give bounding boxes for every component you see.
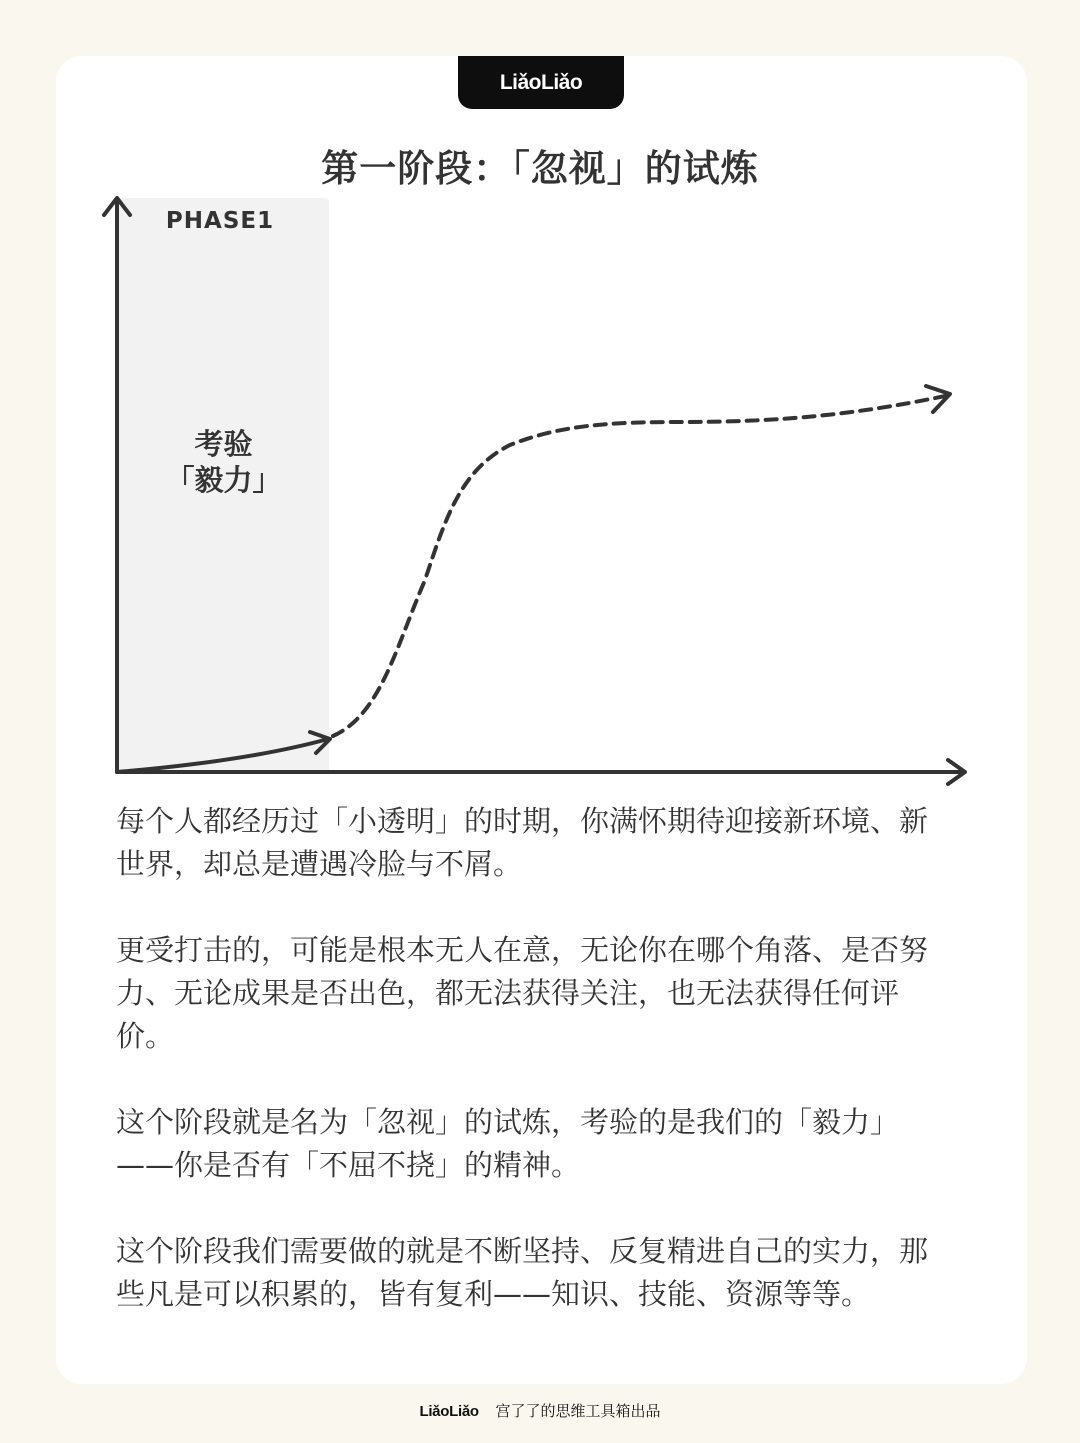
footer-logo: LiǎoLiǎo <box>419 1403 479 1420</box>
projected-growth-curve <box>333 396 945 736</box>
brand-logo-text: LiǎoLiǎo <box>499 70 583 94</box>
phase-test-line1: 考验 <box>194 427 253 461</box>
early-growth-curve <box>117 739 328 772</box>
footer-credit: 宫了了的思维工具箱出品 <box>495 1402 661 1420</box>
phase-test-line2: 「毅力」 <box>165 463 282 497</box>
paragraph-4: 这个阶段我们需要做的就是不断坚持、反复精进自己的实力，那些凡是可以积累的，皆有复利——知识、技能、资源等等。 <box>116 1234 929 1311</box>
phase-label: PHASE1 <box>165 208 275 234</box>
footer <box>0 1400 1080 1421</box>
paragraph-3: 这个阶段就是名为「忽视」的试炼，考验的是我们的「毅力」——你是否有「不屈不挠」的精神。 <box>116 1105 900 1182</box>
article-body <box>116 800 956 1359</box>
paragraph-2: 更受打击的，可能是根本无人在意，无论你在哪个角落、是否努力、无论成果是否出色，都无法获得关注，也无法获得任何评价。 <box>116 933 929 1053</box>
page-title: 第一阶段：「忽视」的试炼 <box>321 147 759 190</box>
paragraph-1: 每个人都经历过「小透明」的时期，你满怀期待迎接新环境、新世界，却总是遭遇冷脸与不屑。 <box>116 804 929 881</box>
